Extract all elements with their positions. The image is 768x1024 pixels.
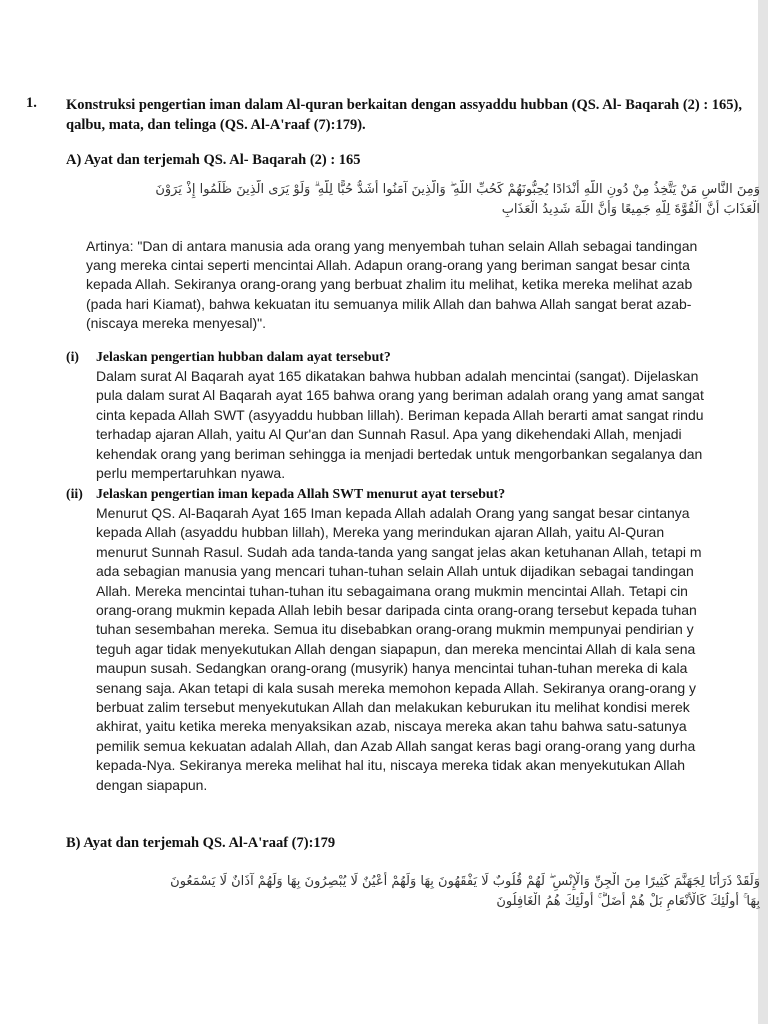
question-number: 1. [26,95,37,111]
subquestion-2-number: (ii) [66,486,83,501]
arabic-line: بِهَا ۚ أُولَٰئِكَ كَالْأَنْعَامِ بَلْ هُمْ أَضَلُّ ۚ أُولَٰئِكَ هُمُ الْغَافِلُونَ [496,894,760,909]
section-a-translation [86,237,768,333]
arabic-line: وَلَقَدْ ذَرَأْنَا لِجَهَنَّمَ كَثِيرًا مِنَ الْجِنِّ وَالْإِنْسِ ۖ لَهُمْ قُلُوبٌ لَا يَفْقَهُونَ بِهَا وَلَهُمْ أَعْيُنٌ لَا يُبْصِرُونَ بِهَا وَلَهُمْ آذَانٌ لَا يَسْمَعُونَ [170,874,760,889]
answer-line: Dalam surat Al Baqarah ayat 165 dikatakan bahwa hubban adalah mencintai (sangat). Dijelaskan [96,368,699,384]
section-a-title: A) Ayat dan terjemah QS. Al- Baqarah (2) : 165 [66,152,361,168]
answer-line: ada sebagian manusia yang mencari tuhan-tuhan selain Allah untuk dijadikan sebagai tandingan [96,563,694,580]
section-a-arabic-verse [60,180,760,220]
answer-line: terhadap ajaran Allah, yaitu Al Qur'an dan Sunnah Rasul. Apa yang dikehendaki Allah, menjadi [96,426,682,443]
answer-line: pemilik semua kekuatan adalah Allah, dan Azab Allah sangat keras bagi orang-orang yang durha [96,737,696,754]
answer-line: Menurut QS. Al-Baqarah Ayat 165 Iman kepada Allah adalah Orang yang sangat besar cintanya [96,505,690,521]
translation-line: yang mereka cintai seperti mencintai Allah. Adapun orang-orang yang beriman sangat besar cinta [86,257,690,274]
answer-line: perlu mempertaruhkan nyawa. [96,465,286,482]
answer-line: Allah. Mereka mencintai tuhan-tuhan itu sebagaimana orang mukmin mencintai Allah. Tetapi cin [96,582,688,599]
answer-line: kehendak orang yang beriman sehingga ia menjadi bertedak untuk mengorbankan segalanya dan [96,445,703,462]
subquestion-1-answer [96,367,768,483]
answer-line: menurut Sunnah Rasul. Sudah ada tanda-tanda yang sangat jelas akan ketuhanan Allah, tetapi m [96,543,702,560]
subquestion-1-heading: Jelaskan pengertian hubban dalam ayat tersebut? [96,349,391,364]
answer-line: tuhan sesembahan mereka. Semua itu disebabkan orang-orang mukmin mempunyai pendirian y [96,621,694,638]
arabic-line: وَمِنَ النَّاسِ مَنْ يَتَّخِذُ مِنْ دُونِ اللَّهِ أَنْدَادًا يُحِبُّونَهُمْ كَحُبِّ اللَّهِ ۖ وَالَّذِينَ آمَنُوا أَشَدُّ حُبًّا لِلَّهِ ۗ وَلَوْ يَرَى الَّذِينَ ظَلَمُوا إِذْ يَرَوْنَ [155,182,760,197]
translation-line: Artinya: "Dan di antara manusia ada orang yang menyembah tuhan selain Allah sebagai tandingan [86,238,698,254]
subquestion-2-answer [96,504,768,795]
section-b-arabic-verse [60,872,760,912]
question-text: Konstruksi pengertian iman dalam Al-quran berkaitan dengan assyaddu hubban (QS. Al- Baqarah (2) : 165), qalbu, mata, dan telinga (QS. Al-A'raaf (7):179). [66,97,743,133]
subquestion-2-heading: Jelaskan pengertian iman kepada Allah SWT menurut ayat tersebut? [96,486,506,501]
answer-line: kepada-Nya. Sekiranya mereka melihat hal itu, niscaya mereka tidak akan menyekutukan Allah [96,757,686,774]
answer-line: teguh agar tidak menyekutukan Allah dengan siapapun, dan mereka mencintai Allah di kala sena [96,640,696,657]
translation-line: kepada Allah. Sekiranya orang-orang yang berbuat zhalim itu melihat, ketika mereka melihat azab [86,276,693,293]
subquestion-1-number: (i) [66,349,80,364]
answer-line: kepada Allah (asyaddu hubban lillah), Mereka yang merindukan ajaran Allah, yaitu Al-Quran [96,524,665,541]
answer-line: berbuat zalim tersebut menyekutukan Allah dan melakukan keburukan itu melihat kondisi merek [96,699,690,716]
section-b-title: B) Ayat dan terjemah QS. Al-A'raaf (7):179 [66,835,336,851]
answer-line: pula dalam surat Al Baqarah ayat 165 bahwa orang yang beriman adalah orang yang amat sangat [96,387,704,404]
answer-line: senang saja. Akan tetapi di kala susah mereka memohon kepada Allah. Sekiranya orang-orang y [96,679,697,696]
answer-line: orang-orang mukmin kepada Allah lebih besar daripada cinta orang-orang tersebut kepada tuhan [96,602,697,619]
answer-line: dengan siapapun. [96,776,208,793]
translation-line: (pada hari Kiamat), bahwa kekuatan itu semuanya milik Allah dan bahwa Allah sangat berat azab- [86,295,692,312]
answer-line: cinta kepada Allah SWT (asyyaddu hubban lillah). Beriman kepada Allah berarti amat sangat rindu [96,406,704,423]
arabic-line: الْعَذَابَ أَنَّ الْقُوَّةَ لِلَّهِ جَمِيعًا وَأَنَّ اللَّهَ شَدِيدُ الْعَذَابِ [501,202,760,217]
answer-line: maupun susah. Sedangkan orang-orang (musyrik) hanya mencintai tuhan-tuhan mereka di kala [96,660,688,677]
answer-line: akhirat, yaitu ketika mereka menyaksikan azab, niscaya mereka akan tahu bahwa satu-satunya [96,718,687,735]
translation-line: (niscaya mereka menyesal)". [86,314,267,331]
